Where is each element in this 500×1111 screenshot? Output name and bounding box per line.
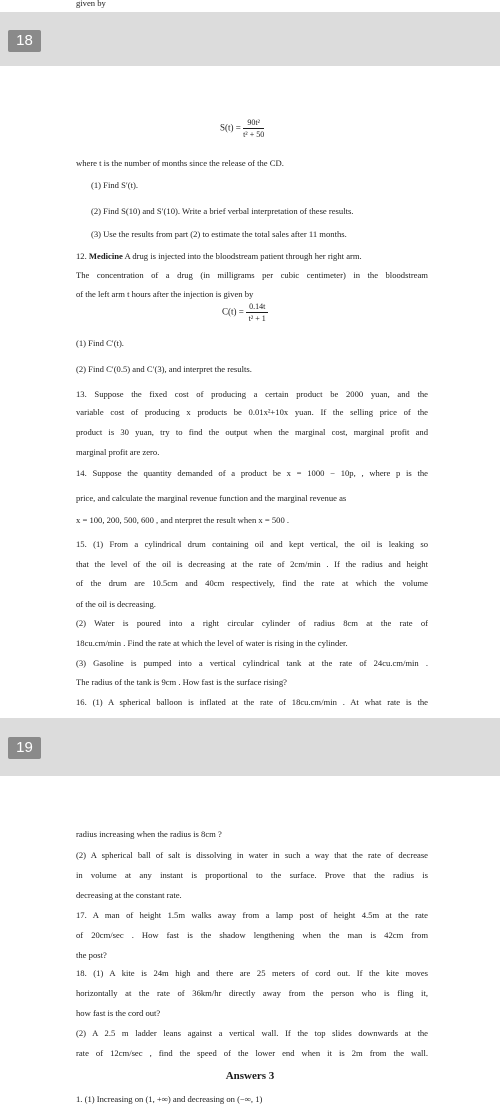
answer-1: 1. (1) Increasing on (1, +∞) and decreasing on (−∞, 1) <box>76 1094 263 1104</box>
problem-12-line-2: The concentration of a drug (in milligrams per cubic centimeter) in the bloodstream <box>76 270 428 280</box>
problem-15-line-6: 18cu.cm/min . Find the rate at which the level of water is rising in the cylinder. <box>76 638 348 648</box>
problem-11-part-2: (2) Find S(10) and S′(10). Write a brief verbal interpretation of these results. <box>91 206 354 216</box>
problem-17-line-3: the post? <box>76 950 107 960</box>
problem-14-line-2: price, and calculate the marginal revenue function and the marginal revenue as <box>76 493 347 503</box>
problem-13-line-1: 13. Suppose the fixed cost of producing a certain product be 2000 yuan, and the <box>76 389 428 399</box>
problem-18-line-4: (2) A 2.5 m ladder leans against a vertical wall. If the top slides downwards at the <box>76 1028 428 1038</box>
problem-13-line-3: product is 30 yuan, try to find the output when the marginal cost, marginal profit and <box>76 427 428 437</box>
sales-equation: S(t) = $\frac{\text{90t²}}{\text{t² + 50}}$ <box>220 118 265 139</box>
page-gap <box>0 12 500 66</box>
problem-16-line-2: radius increasing when the radius is 8cm ? <box>76 829 222 839</box>
problem-12-line-1: 12. Medicine A drug is injected into the bloodstream patient through her right arm. <box>76 251 362 261</box>
problem-16-line-4: in volume at any instant is proportional to the surface. Prove that the radius is <box>76 870 428 880</box>
problem-15-line-3: of the drum are 10.5cm and 40cm respectively, find the rate at which the volume <box>76 578 428 588</box>
page-18-top-strip <box>0 0 500 12</box>
problem-15-line-8: The radius of the tank is 9cm . How fast is the surface rising? <box>76 677 287 687</box>
problem-16-line-1: 16. (1) A spherical balloon is inflated at the rate of 18cu.cm/min . At what rate is the <box>76 697 428 707</box>
problem-13-line-4: marginal profit are zero. <box>76 447 160 457</box>
problem-12-line-3: of the left arm t hours after the injection is given by <box>76 289 254 299</box>
problem-15-line-4: of the oil is decreasing. <box>76 599 156 609</box>
problem-15-line-5: (2) Water is poured into a right circular cylinder of radius 8cm at the rate of <box>76 618 428 628</box>
problem-14-line-3: x = 100, 200, 500, 600 , and nterpret the result when x = 500 . <box>76 515 290 525</box>
page-number-18: 18 <box>8 30 41 52</box>
problem-11-part-1: (1) Find S′(t). <box>91 180 138 190</box>
concentration-equation: C(t) = $\frac{0.14t}{\text{t² + 1}}$ <box>222 302 268 323</box>
problem-11-part-3: (3) Use the results from part (2) to estimate the total sales after 11 months. <box>91 229 347 239</box>
problem-18-line-5: rate of 12cm/sec , find the speed of the lower end when it is 2m from the wall. <box>76 1048 428 1058</box>
problem-15-line-2: that the level of the oil is decreasing at the rate of 2cm/min . If the radius and height <box>76 559 428 569</box>
text-fragment: given by <box>76 0 106 8</box>
problem-15-line-1: 15. (1) From a cylindrical drum containing oil and kept vertical, the oil is leaking so <box>76 539 428 549</box>
problem-18-line-2: horizontally at the rate of 36km/hr directly away from the person who is fling it, <box>76 988 428 998</box>
problem-17-line-1: 17. A man of height 1.5m walks away from a lamp post of height 4.5m at the rate <box>76 910 428 920</box>
answers-heading: Answers 3 <box>225 1070 275 1082</box>
problem-12-part-1: (1) Find C′(t). <box>76 338 124 348</box>
problem-18-line-1: 18. (1) A kite is 24m high and there are 25 meters of cord out. If the kite moves <box>76 968 428 978</box>
where-line: where t is the number of months since the release of the CD. <box>76 158 284 168</box>
problem-15-line-7: (3) Gasoline is pumped into a vertical cylindrical tank at the rate of 24cu.cm/min . <box>76 658 428 668</box>
problem-18-line-3: how fast is the cord out? <box>76 1008 161 1018</box>
problem-16-line-3: (2) A spherical ball of salt is dissolving in water in such a way that the rate of decrease <box>76 850 428 860</box>
problem-17-line-2: of 20cm/sec . How fast is the shadow lengthening when the man is 42cm from <box>76 930 428 940</box>
problem-14-line-1: 14. Suppose the quantity demanded of a product be x = 1000 − 10p, , where p is the <box>76 468 428 478</box>
page-19 <box>0 776 500 1111</box>
problem-13-line-2: variable cost of producing x products be 0.01x²+10x yuan. If the selling price of the <box>76 407 428 417</box>
problem-16-line-5: decreasing at the constant rate. <box>76 890 182 900</box>
page-gap <box>0 718 500 776</box>
page-number-19: 19 <box>8 737 41 759</box>
problem-12-part-2: (2) Find C′(0.5) and C′(3), and interpret the results. <box>76 364 252 374</box>
